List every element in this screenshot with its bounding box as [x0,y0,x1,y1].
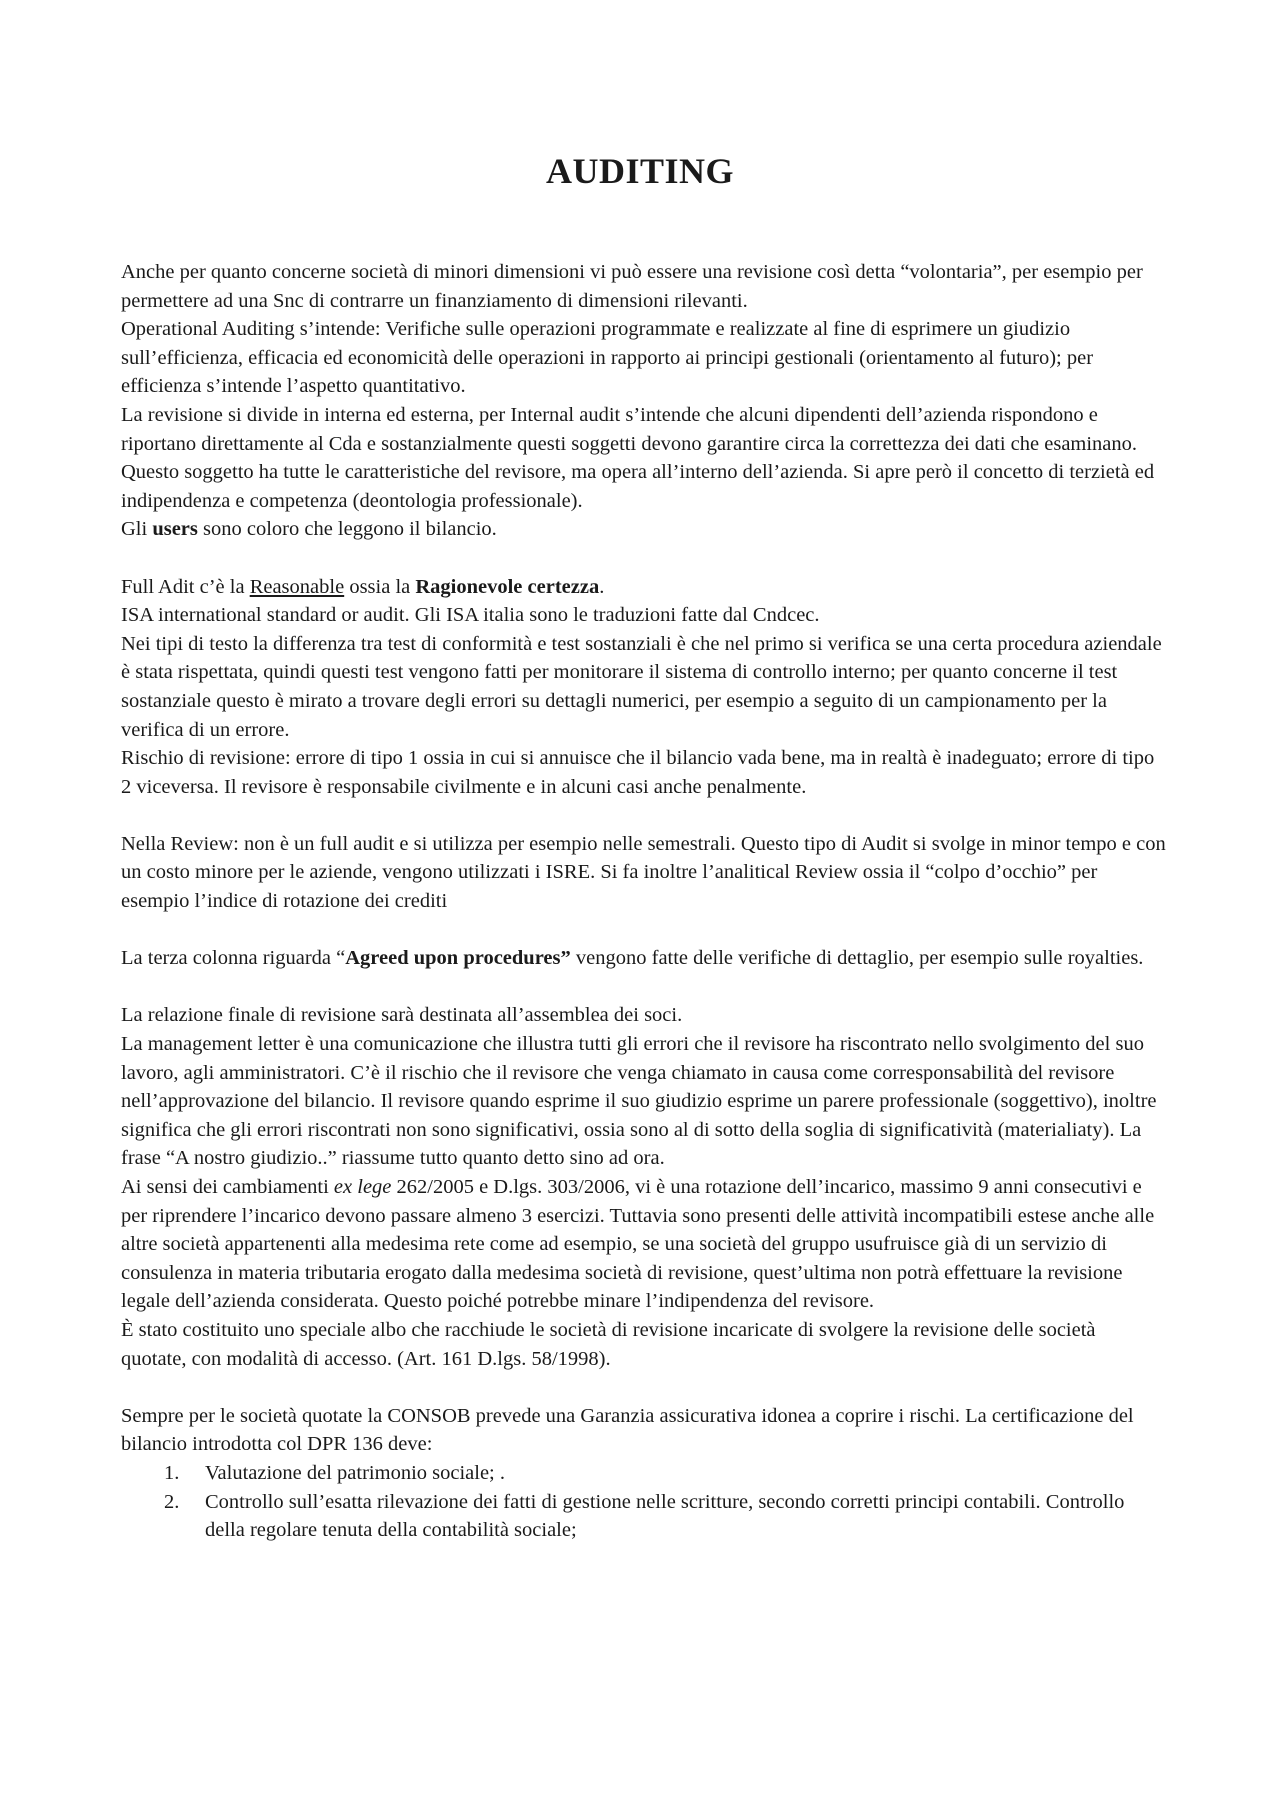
text-span: La terza colonna riguarda “ [121,947,346,970]
paragraph-gap [121,801,1166,830]
list-number: 1. [164,1461,180,1484]
paragraph-rotation [121,1173,1166,1316]
bold-ragionevole-certezza: Ragionevole certezza [415,575,600,598]
text-span: sono coloro che leggono il bilancio. [197,518,497,541]
certification-list [121,1459,1166,1545]
text-span: Ai sensi dei cambiamenti [121,1176,334,1198]
list-text: Controllo sull’esatta rilevazione dei fatti di gestione nelle scritture, secondo corretti principi contabili. Controllo della regolare tenuta della contabilità sociale; [205,1490,1125,1542]
paragraph-gap [121,973,1166,1002]
bold-users: users [152,518,198,541]
text-span: vengono fatte delle verifiche di dettaglio, per esempio sulle royalties. [570,947,1144,970]
paragraph-operational-auditing: Operational Auditing s’intende: Verifiche sulle operazioni programmate e realizzate al fine di esprimere un giudizio sull’efficienza, efficacia ed economicità delle operazioni in rapporto ai principi gestionali (orientamento al futuro); per efficienza s’intende l’aspetto quantitativo. [121,318,1094,398]
paragraph-special-register: È stato costituito uno speciale albo che racchiude le società di revisione incaricate di svolgere la revisione delle società quotate, con modalità di accesso. (Art. 161 D.lgs. 58/1998). [121,1318,1096,1370]
paragraph-users [121,515,1166,544]
text-span: 262/2005 e D.lgs. 303/2006, vi è una rotazione dell’incarico, massimo 9 anni consecutivi e per riprendere l’incarico devono passare almeno 3 esercizi. Tuttavia sono presenti delle attività incompatibili estese anche alle altre società appartenenti alla medesima rete come ad esempio, se una società del gruppo usufruisce già di un servizio di consulenza in materia tributaria erogato dalla medesima società di revisione, quest’ultima non potrà effettuare la revisione legale dell’azienda considerata. Questo poiché potrebbe minare l’indipendenza del revisore. [121,1176,1155,1313]
paragraph-internal-audit: La revisione si divide in interna ed esterna, per Internal audit s’intende che alcuni dipendenti dell’azienda rispondono e riportano direttamente al Cda e sostanzialmente questi soggetti devono garantire circa la correttezza dei dati che esaminano. Questo soggetto ha tutte le caratteristiche del revisore, ma opera all’interno dell’azienda. Si apre però il concetto di terzietà ed indipendenza e competenza (deontologia professionale). [121,403,1155,512]
text-span: . [599,575,605,598]
paragraph-isa: ISA international standard or audit. Gli ISA italia sono le traduzioni fatte dal Cndcec. [121,604,820,627]
paragraph-review: Nella Review: non è un full audit e si utilizza per esempio nelle semestrali. Questo tipo di Audit si svolge in minor tempo e con un costo minore per le aziende, vengono utilizzati i ISRE. Si fa inoltre l’analitical Review ossia il “colpo d’occhio” per esempio l’indice di rotazione dei crediti [121,832,1166,913]
paragraph-final-report: La relazione finale di revisione sarà destinata all’assemblea dei soci. [121,1004,683,1027]
paragraph-gap [121,1373,1166,1402]
text-span: Gli [121,518,153,541]
paragraph-management-letter: La management letter è una comunicazione che illustra tutti gli errori che il revisore ha riscontrato nello svolgimento del suo lavoro, agli amministratori. C’è il rischio che il revisore che venga chiamato in causa come corresponsabilità del revisore nell’approvazione del bilancio. Il revisore quando esprime il suo giudizio esprime un parere professionale (soggettivo), inoltre significa che gli errori riscontrati non sono significativi, ossia sono al di sotto della soglia di significatività (materialiaty). La frase “A nostro giudizio..” riassume tutto quanto detto sino ad ora. [121,1033,1157,1170]
paragraph-gap [121,916,1166,945]
list-text: Valutazione del patrimonio sociale; . [205,1461,506,1484]
text-span: Full Adit c’è la [121,575,250,598]
bold-agreed-upon-procedures: Agreed upon procedures” [345,947,571,970]
document-title: AUDITING [545,151,735,191]
paragraph-gap [121,544,1166,573]
paragraph-agreed-upon-procedures [121,944,1166,973]
list-item [121,1459,1166,1488]
paragraph-audit-risk: Rischio di revisione: errore di tipo 1 ossia in cui si annuisce che il bilancio vada bene, ma in realtà è inadeguato; errore di tipo 2 viceversa. Il revisore è responsabile civilmente e in alcuni casi anche penalmente. [121,747,1155,798]
paragraph-full-audit [121,573,1166,602]
paragraph-consob: Sempre per le società quotate la CONSOB prevede una Garanzia assicurativa idonea a coprire i rischi. La certificazione del bilancio introdotta col DPR 136 deve: [121,1404,1134,1456]
text-span: ossia la [344,575,416,598]
italic-ex-lege: ex lege [333,1176,392,1198]
list-item [121,1488,1166,1545]
paragraph-voluntary-audit: Anche per quanto concerne società di minori dimensioni vi può essere una revisione così detta “volontaria”, per esempio per permettere ad una Snc di contrarre un finanziamento di dimensioni rilevanti. [121,261,1143,312]
document-body [121,258,1166,1545]
list-number: 2. [164,1490,180,1513]
underlined-reasonable: Reasonable [249,575,345,598]
paragraph-test-types: Nei tipi di testo la differenza tra test di conformità e test sostanziali è che nel primo si verifica se una certa procedura aziendale è stata rispettata, quindi questi test vengono fatti per monitorare il sistema di controllo interno; per quanto concerne il test sostanziale questo è mirato a trovare degli errori su dettagli numerici, per esempio a seguito di un campionamento per la verifica di un errore. [121,632,1162,741]
